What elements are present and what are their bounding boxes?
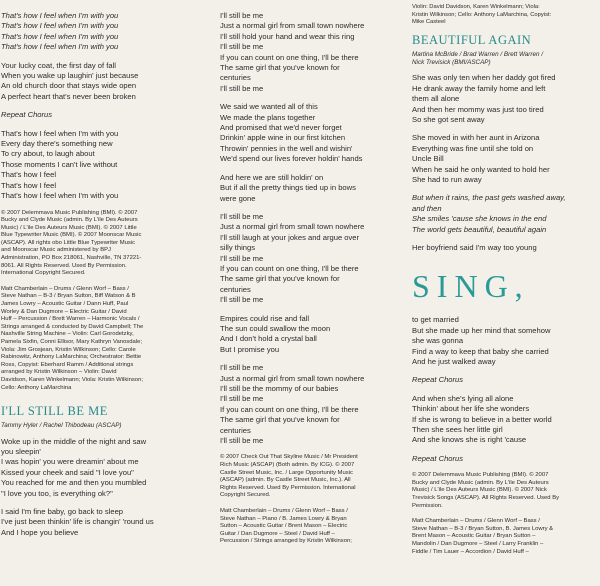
verse-lyrics: Woke up in the middle of the night and saw you sleepin' I was hopin' you were dreamin' about me Kissed your cheek and said "I love you" You reached for me and then you mumbled "I love you too, is everything ok?" (1, 436, 147, 498)
verse-lyrics: We said we wanted all of this We made the plans together And promised that we'd never forget Drinkin' apple wine in our first kitchen Throwin' pennies in the well and wishin' We'd spend our lives forever holdin' hands (220, 102, 363, 164)
bridge-lyrics: And here we are still holdin' on But if all the pretty things tied up in bows were gone (220, 172, 356, 203)
outro-lyrics: That's how I feel when I'm with you Every day there's something new To cry about, to laugh about Those moments I can't live without That's how I feel That's how I feel That's how I feel when I'm with you (1, 128, 119, 201)
sing-heading: SING, (412, 268, 530, 305)
verse-lyrics: Your lucky coat, the first day of fall When you wake up laughin' just because An old church door that stays wide open A perfect heart that's never been broken (1, 60, 139, 101)
song-writers: Martina McBride / Brad Warren / Brett Warren / Nick Trevisick (BMI/ASCAP) (412, 50, 543, 66)
string-credits: Violin: David Davidson, Karen Winkelmann; Viola: Kristin Wilkinson; Cello: Anthony LaMarchina, Copyist: Mike Casteel (412, 4, 552, 25)
song-title: BEAUTIFUL AGAIN (412, 32, 532, 47)
column-left (0, 0, 206, 586)
verse-lyrics: Her boyfriend said I'm way too young (412, 243, 537, 252)
chorus-lyrics: I'll still be me Just a normal girl from small town nowhere I'll still be the mommy of our babies I'll still be me If you can count on one thing, I'll be there The same girl that you've known for centuries I'll still be me (220, 363, 365, 446)
musician-credits: Matt Chamberlain – Drums / Glenn Worf – Bass / Steve Nathan – B-3 / Bryan Sutton, Biff Watson & B James Lowry – Acoustic Guitar / Dann Huff, Paul Worley & Dan Dugmore – Electric Guitar / David Huff – Percussion / Brett Warren – Harmonic Vocals / Strings arranged & conducted by David Campbell; The Nashville String Machine – Violin: Carl Gorodetzky, Pamela Sixfin, Conni Ellisor, Mary Kathryn Vanosdale; Viola: Jim Grosjean, Kristin Wilkinson; Cello: Carole Rabinowitz, Anthony LaMarchina; Orchestrator: Bettie Ross, Copyist: Eberhard Ramm / Additional strings arranged by Kristin Wilkinson – Violin: David Davidson, Karen Winkelmann; Viola: Kristin Wilkinson; Cello: Anthony LaMarchina (1, 285, 144, 391)
song-title: I'LL STILL BE ME (1, 404, 108, 419)
chorus-lyrics: I'll still be me Just a normal girl from small town nowhere I'll still laugh at your jokes and argue over silly things I'll still be me If you can count on one thing, I'll be there The same girl that you've known for centuries I'll still be me (220, 211, 365, 305)
verse-lyrics: She was only ten when her daddy got fired He drank away the family home and left them all alone And then her mommy was just too tired So she got sent away (412, 73, 556, 124)
verse-lyrics: I said I'm fine baby, go back to sleep I've just been thinkin' life is changin' 'round us And I hope you believe (1, 507, 154, 537)
copyright-notice: © 2007 Check Out That Skyline Music / Mr President Rich Music (ASCAP) (Both admin. By ICG). © 2007 Castle Street Music, Inc. / Large Opportunity Music (ASCAP) (admin. By Castle Street Music, Inc.). All Rights Reserved. Used By Permission. International Copyright Secured. (220, 454, 358, 499)
song-writers: Tammy Hyler / Rachel Thibodeau (ASCAP) (1, 422, 122, 430)
bridge-lyrics: Empires could rise and fall The sun could swallow the moon And I don't hold a crystal ball But I promise you (220, 313, 331, 354)
repeat-chorus-label: Repeat Chorus (412, 375, 464, 385)
copyright-notice: © 2007 Delemmava Music Publishing (BMI). © 2007 Bucky and Clyde Music (admin. By L'ile Des Auteurs Music) / L'ile Des Auteurs Music (BMI). © 2007 Little Blue Typewriter Music (BMI). © 2007 Moonscar Music (ASCAP). All rights obo Little Blue Typewriter Music and Moonscar Music administered by BPJ Administration, PO Box 218061, Nashville, TN 37221- 8061. All Rights Reserved. Used By Permission. International Copyright Secured. (1, 209, 142, 277)
chorus-lyrics: I'll still be me Just a normal girl from small town nowhere I'll still hold your hand and wear this ring I'll still be me If you can count on one thing, I'll be there The same girl that you've known for centuries I'll still be me (220, 11, 365, 93)
verse-lyrics: to get married But she made up her mind that somehow she was gonna Find a way to keep that baby she carried And he just walked away (412, 315, 551, 367)
repeat-chorus-label: Repeat Chorus (1, 110, 53, 120)
verse-lyrics: She moved in with her aunt in Arizona Everything was fine until she told on Uncle Bill When he said he only wanted to hold her She had to run away (412, 133, 550, 184)
repeat-chorus-label: Repeat Chorus (412, 453, 464, 463)
column-middle (206, 0, 404, 586)
copyright-notice: © 2007 Delemmava Music Publishing (BMI). © 2007 Bucky and Clyde Music (admin. By L'ile Des Auteurs Music) / L'ile Des Auteurs Music (BMI). © 2007 Nick Trevisick Songs (ASCAP). All Rights Reserved. Used By Permission. (412, 472, 560, 509)
column-right (404, 0, 600, 586)
intro-lyrics: That's how I feel when I'm with you That's how I feel when I'm with you That's how I feel when I'm with you That's how I feel when I'm with you (1, 11, 119, 52)
musician-credits: Matt Chamberlain – Drums / Glenn Worf – Bass / Steve Nathan – B-3 / Bryan Sutton, B. James Lowry & Brent Mason – Acoustic Guitar / Bryan Sutton – Mandolin / Dan Dugmore – Steel / Larry Franklin – Fiddle / Tim Lauer – Accordion / David Huff – (412, 518, 554, 555)
chorus-lyrics: But when it rains, the past gets washed away, and then She smiles 'cause she knows in the end The world gets beautiful, beautiful again (412, 193, 566, 234)
musician-credits: Matt Chamberlain – Drums / Glenn Worf – Bass / Steve Nathan – Piano / B. James Lowry & Bryan Sutton – Acoustic Guitar / Brent Mason – Electric Guitar / Dan Dugmore – Steel / David Huff – Percussion / Strings arranged by Kristin Wilkinson; (220, 508, 352, 545)
verse-lyrics: And when she's lying all alone Thinkin' about her life she wonders If she is wrong to believe in a better world Then she sees her little girl And she knows she is right 'cause (412, 393, 552, 445)
